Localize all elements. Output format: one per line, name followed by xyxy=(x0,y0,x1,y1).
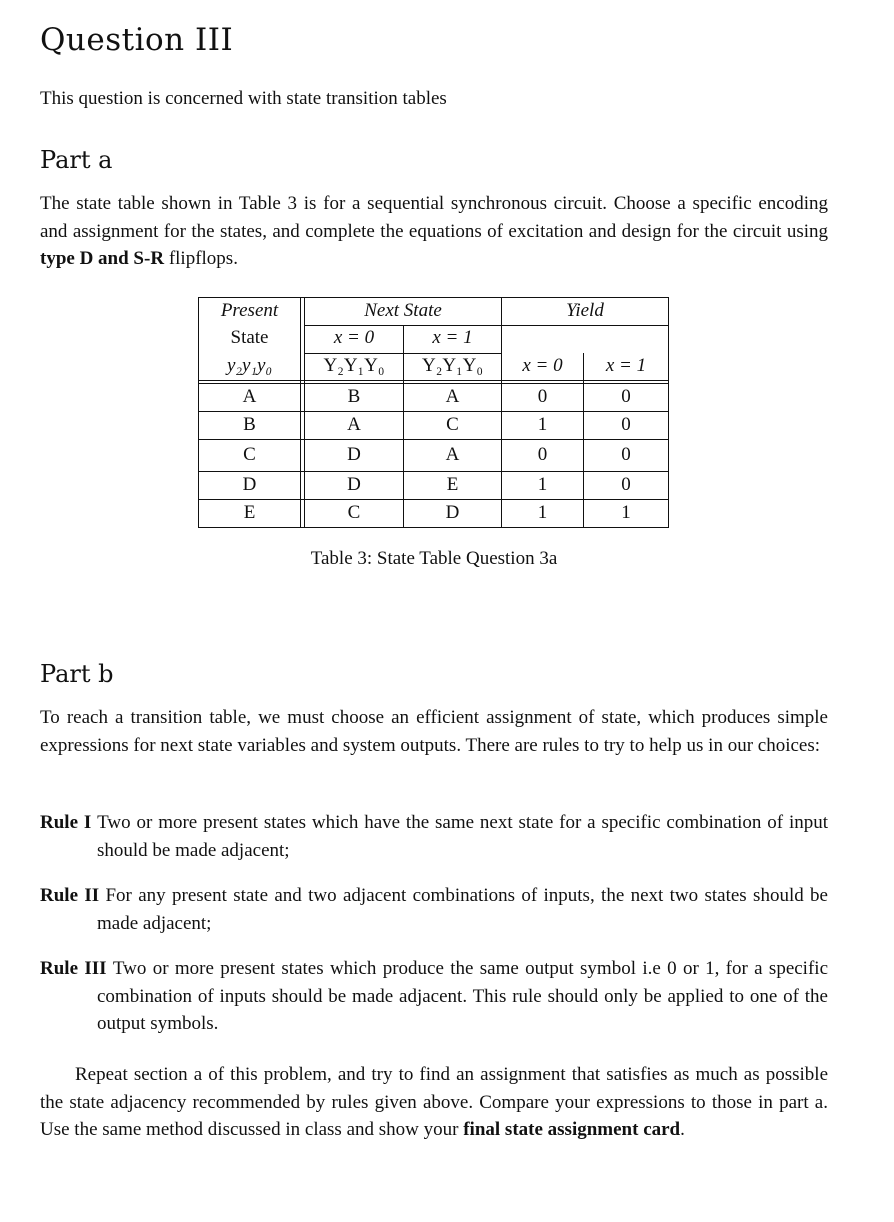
table-cell: 0 xyxy=(537,386,548,407)
table-cell: D xyxy=(242,474,257,495)
final-bold: final state assignment card xyxy=(463,1119,681,1140)
table-cell: 0 xyxy=(537,444,548,465)
rule-text: For any present state and two adjacent combinations of inputs, the next two states should be made adjacent; xyxy=(97,885,828,934)
rule-2 xyxy=(40,882,828,937)
table-cell: 0 xyxy=(621,474,631,495)
table-cell: E xyxy=(446,474,459,495)
table-cell: 1 xyxy=(537,414,548,435)
table-cell: A xyxy=(347,414,361,435)
table-cell: C xyxy=(347,502,361,523)
table-cell: 0 xyxy=(621,414,631,435)
header-next-vars-1: Y₂Y₁Y₀ xyxy=(421,355,484,376)
table-cell: 0 xyxy=(621,444,631,465)
table-cell: C xyxy=(446,414,459,435)
header-yield-x1: x = 1 xyxy=(605,355,647,376)
final-paragraph: Repeat section a of this problem, and try to find an assignment that satisfies as much as possible the state adjacency recommended by rules given above. Compare your expressions to those in part a. Use the same method discussed in class and show your final state assignment card. xyxy=(40,1064,828,1140)
header-yield-x0: x = 0 xyxy=(522,355,563,376)
header-next-vars-0: Y₂Y₁Y₀ xyxy=(323,355,385,376)
part-b-text: To reach a transition table, we must choose an efficient assignment of state, which produces simple expressions for next state variables and system outputs. There are rules to try to help us in our choices: xyxy=(40,707,828,756)
table-cell: 1 xyxy=(537,502,548,523)
table-cell: B xyxy=(347,386,361,407)
part-a-text: The state table shown in Table 3 is for a sequential synchronous circuit. Choose a specific encoding and assignment for the states, and complete the equations of excitation and design for the circuit using type D and S-R flipflops. xyxy=(40,193,828,269)
table-cell: A xyxy=(242,386,257,407)
part-b-heading: Part b xyxy=(40,660,114,688)
table-cell: 1 xyxy=(621,502,631,523)
table-caption: Table 3: State Table Question 3a xyxy=(310,548,558,569)
table-cell: D xyxy=(445,502,460,523)
table-cell: 1 xyxy=(537,474,548,495)
header-present: Present xyxy=(220,300,279,321)
table-cell: A xyxy=(445,444,460,465)
header-next-state: Next State xyxy=(364,300,442,321)
question-title: Question III xyxy=(40,22,234,58)
rule-text: Two or more present states which have the same next state for a specific combination of input should be made adjacent; xyxy=(97,812,829,861)
rule-text: Two or more present states which produce the same output symbol i.e 0 or 1, for a specific combination of inputs should be made adjacent. This rule should only be applied to one of the output symbols. xyxy=(97,958,829,1034)
rule-1 xyxy=(40,809,828,864)
header-state: State xyxy=(230,327,269,348)
rule-3 xyxy=(40,955,828,1038)
table-cell: C xyxy=(243,444,256,465)
table-cell: D xyxy=(347,444,361,465)
part-a-heading: Part a xyxy=(40,146,113,174)
table-cell: D xyxy=(347,474,361,495)
header-present-vars: y₂y₁y₀ xyxy=(226,355,273,376)
state-table xyxy=(198,297,669,528)
table-cell: A xyxy=(445,386,460,407)
header-yield: Yield xyxy=(566,300,604,321)
rule-label: Rule II xyxy=(40,885,100,906)
intro-text: This question is concerned with state transition tables xyxy=(40,88,447,109)
part-a-bold: type D and S-R xyxy=(40,248,165,269)
rule-label: Rule III xyxy=(40,958,107,979)
table-cell: E xyxy=(243,502,256,523)
rule-label: Rule I xyxy=(40,812,92,833)
header-next-x0: x = 0 xyxy=(333,327,375,348)
table-cell: 0 xyxy=(621,386,631,407)
header-next-x1: x = 1 xyxy=(432,327,473,348)
table-cell: B xyxy=(243,414,256,435)
